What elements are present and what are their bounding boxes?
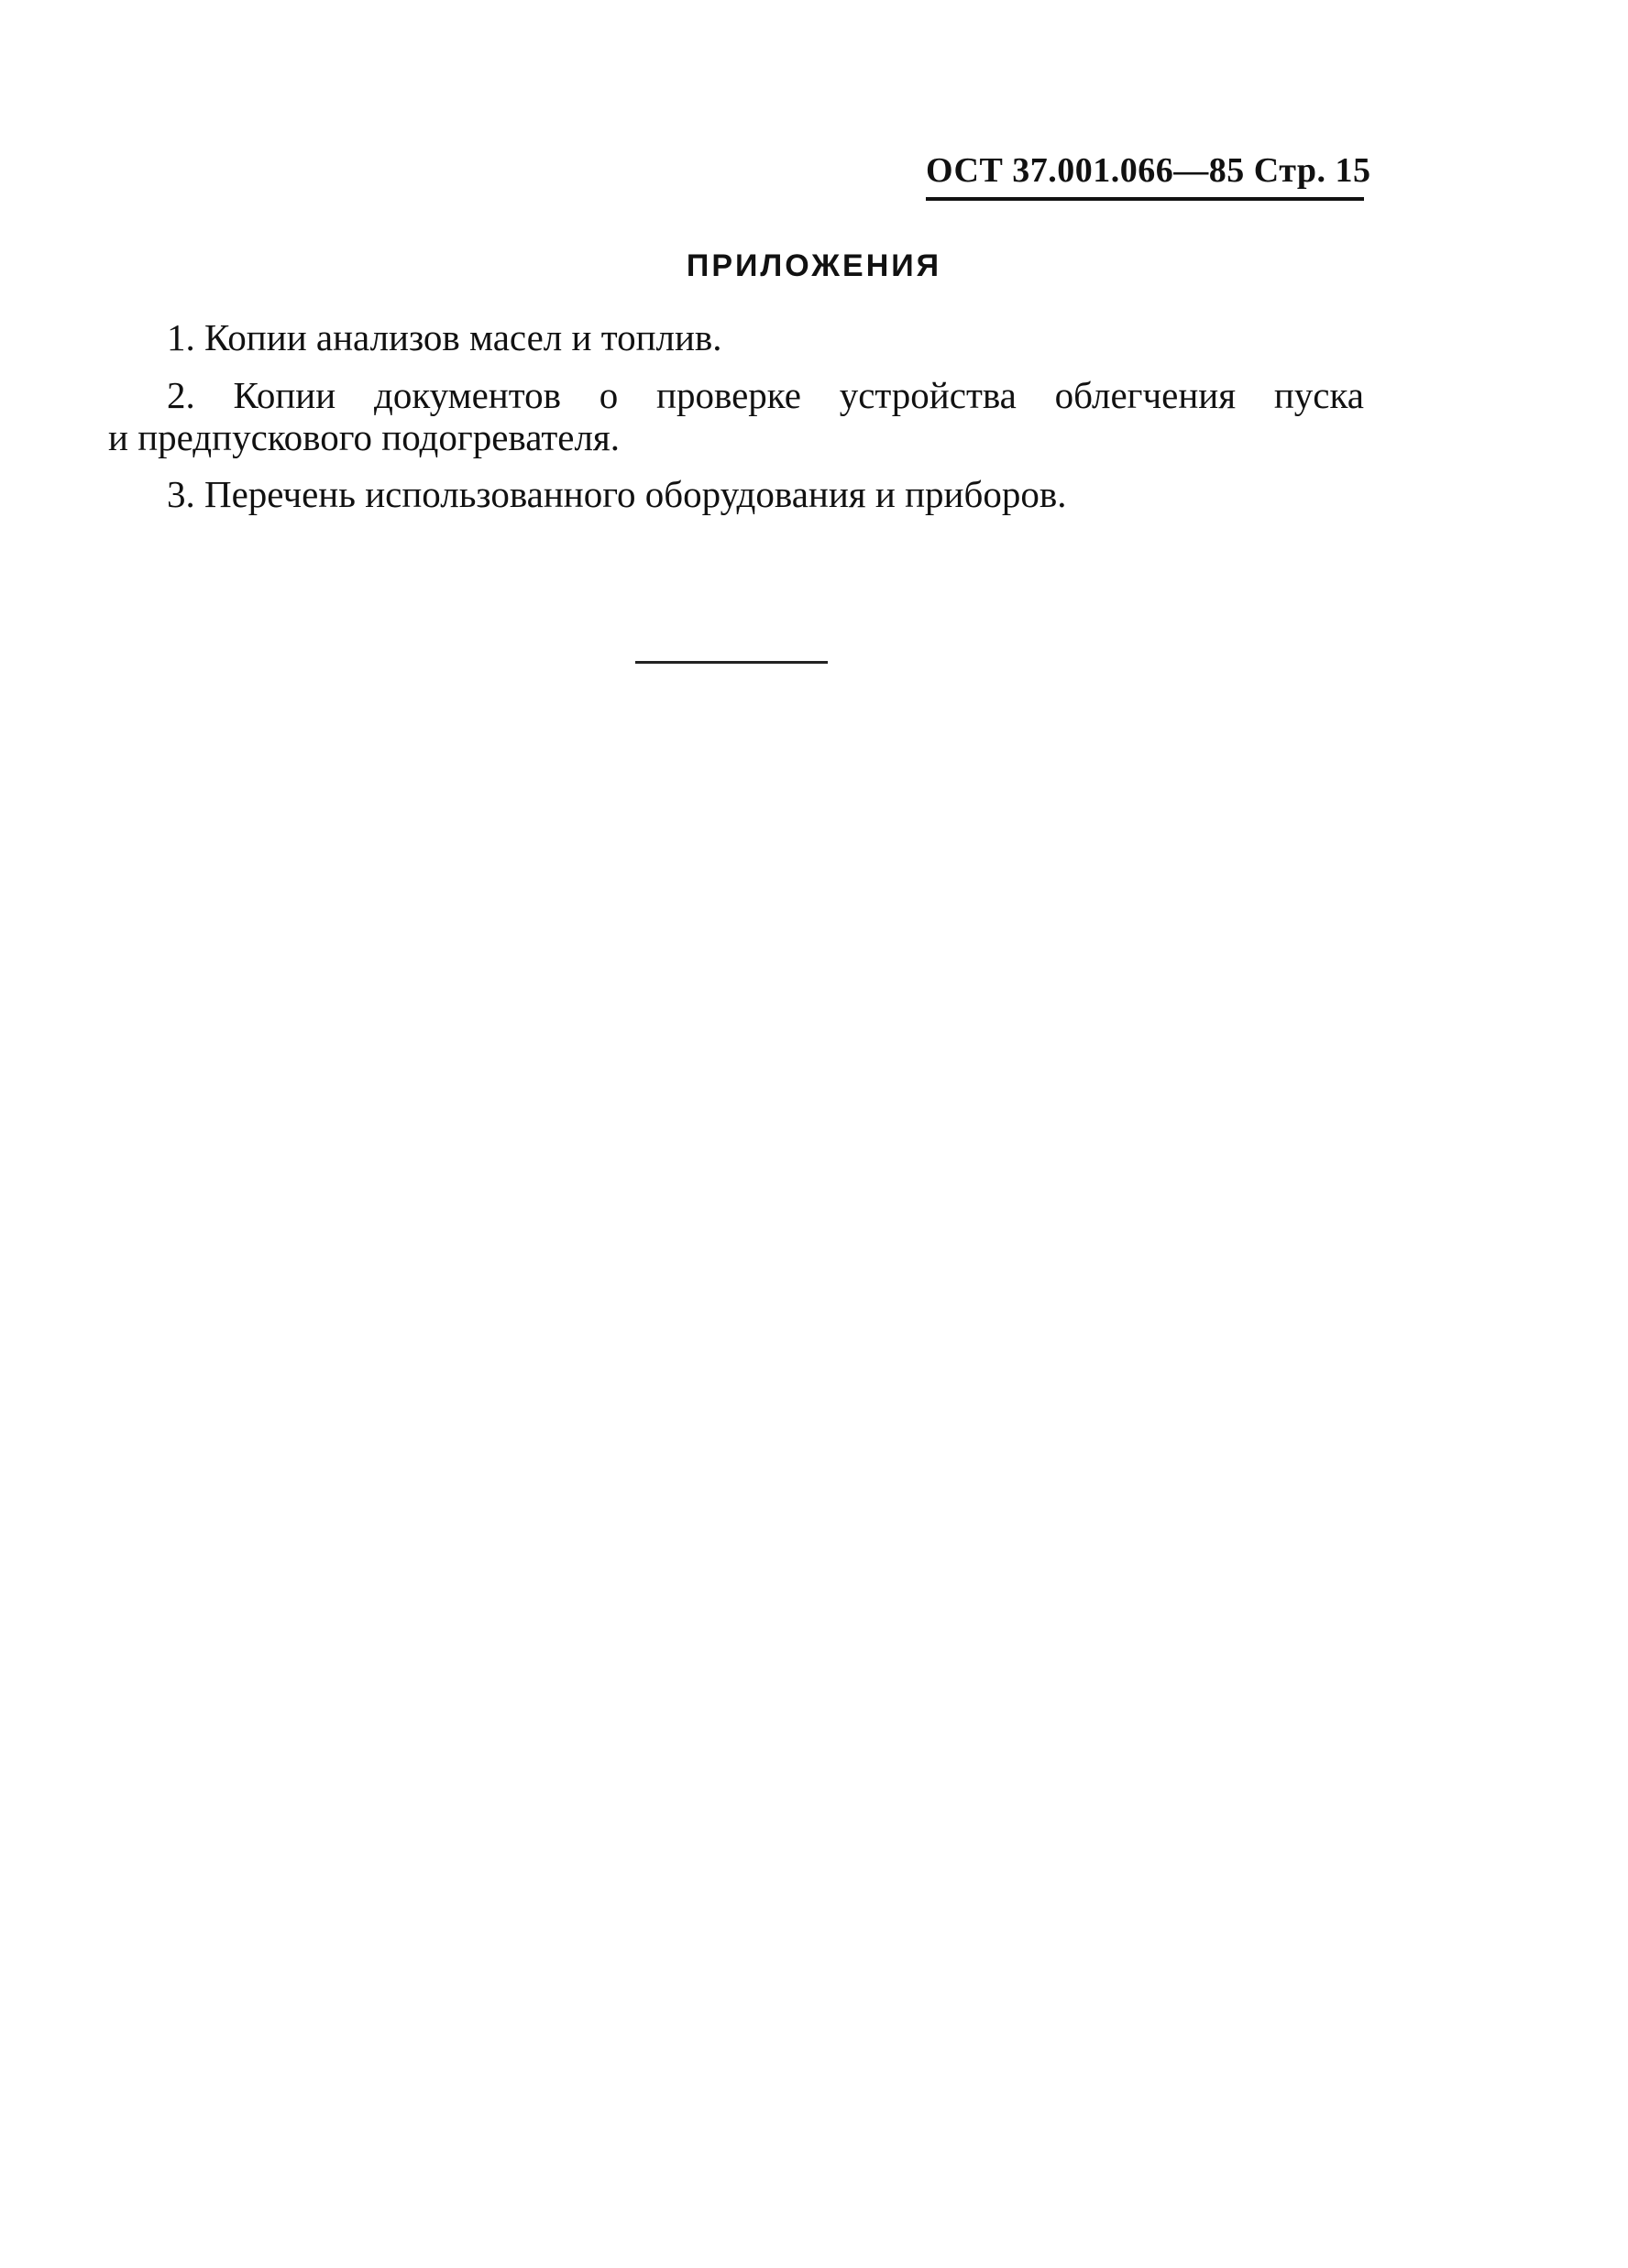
list-item: 3. Перечень использованного оборудования и приборов. [167, 473, 1067, 515]
header-underline [926, 197, 1364, 201]
end-divider [635, 661, 828, 664]
page-header: ОСТ 37.001.066—85 Стр. 15 [926, 151, 1371, 190]
list-item-continuation: и предпускового подогревателя. [108, 416, 621, 458]
section-title: ПРИЛОЖЕНИЯ [686, 248, 942, 283]
list-item: 2. Копии документов о проверке устройства облегчения пуска [167, 374, 1364, 416]
list-item: 1. Копии анализов масел и топлив. [167, 316, 722, 358]
